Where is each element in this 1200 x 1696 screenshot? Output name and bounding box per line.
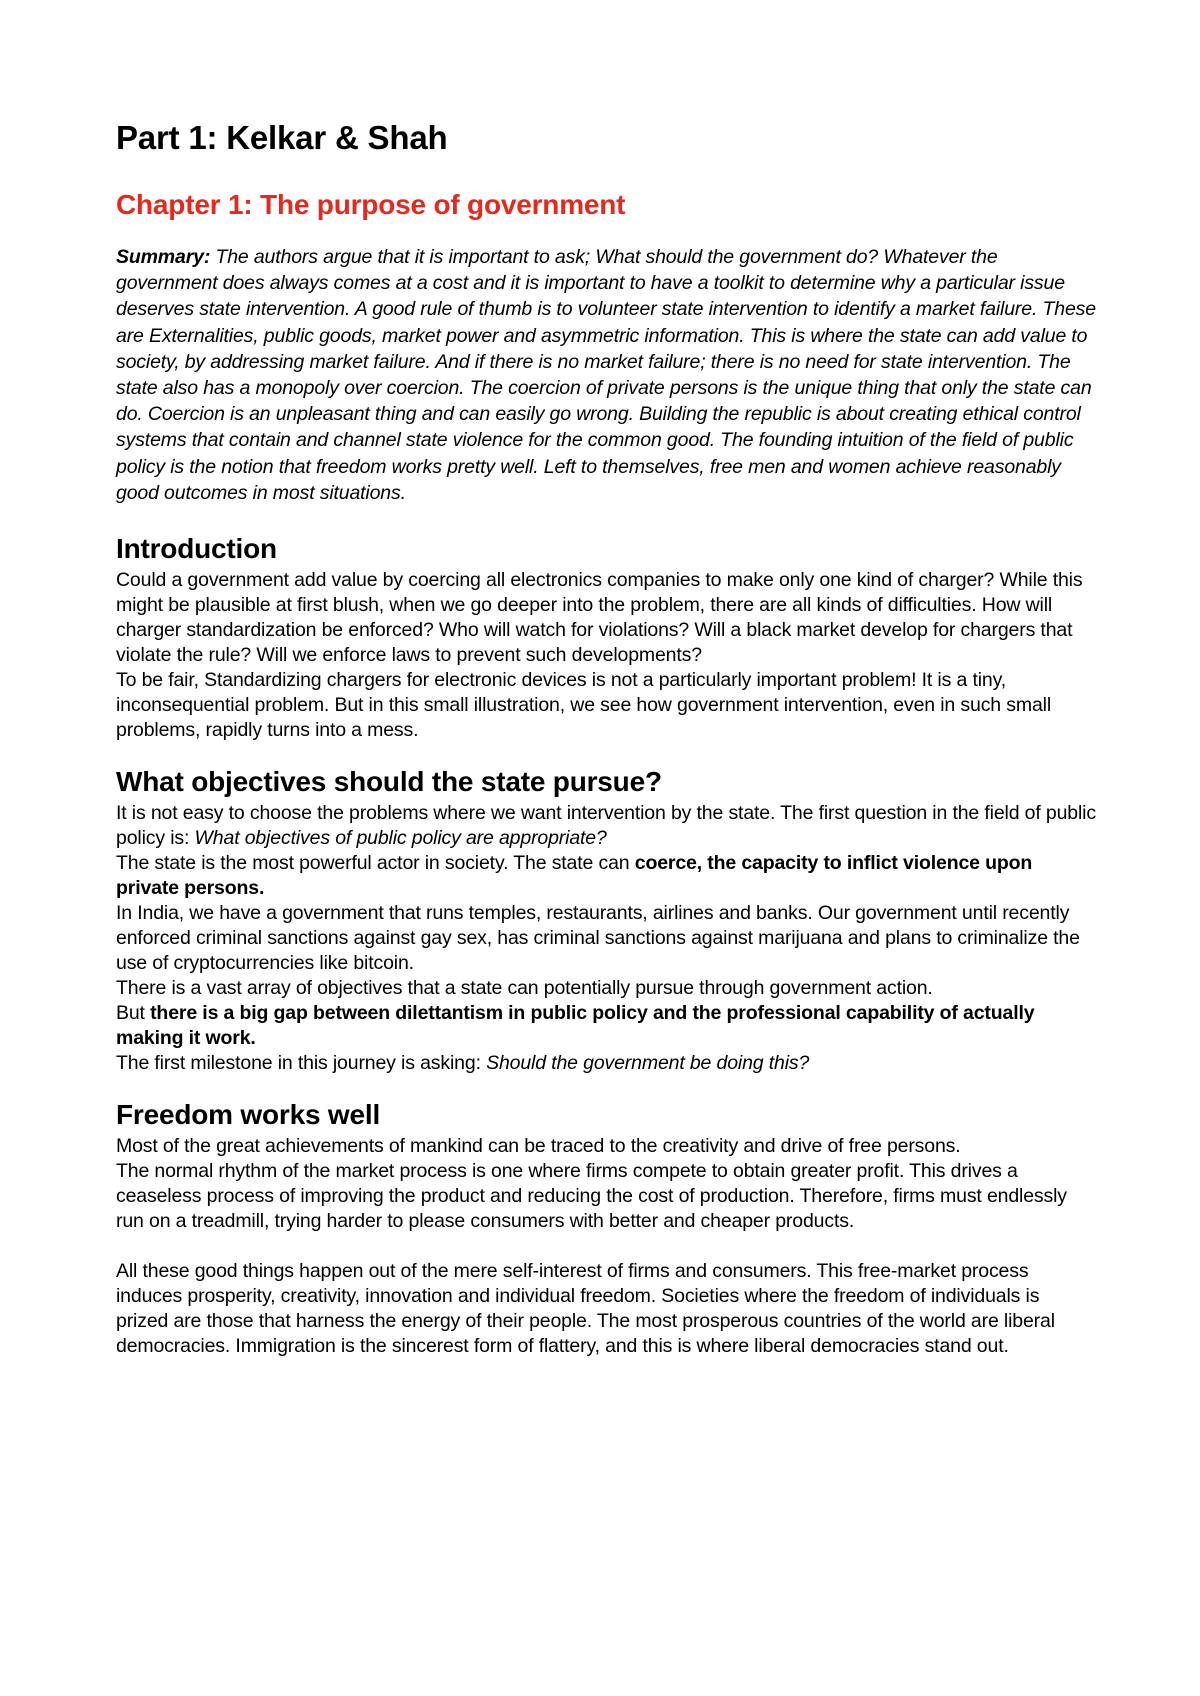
part-title: Part 1: Kelkar & Shah — [116, 119, 448, 156]
introduction-heading: Introduction — [116, 533, 277, 565]
introduction-paragraph-1: Could a government add value by coercing all electronics companies to make only one kind of charger? While this might be plausible at first blush, when we go deeper into the problem, there are all kinds of difficulties. How will charger standardization be enforced? Who will watch for violations? Will a black market develop for chargers that violate the rule? Will we enforce laws to prevent such developments? — [116, 569, 1083, 667]
introduction-paragraph-2: To be fair, Standardizing chargers for electronic devices is not a particularly important problem! It is a tiny, inconsequential problem. But in this small illustration, we see how government intervention, even in such small problems, rapidly turns into a mess. — [116, 669, 1052, 742]
objectives-paragraph-4: There is a vast array of objectives that a state can potentially pursue through government action. — [116, 977, 933, 1000]
freedom-section — [116, 1098, 1096, 1359]
objectives-paragraph-5 — [116, 1001, 1096, 1051]
objectives-paragraph-6 — [116, 1051, 1096, 1076]
freedom-paragraph-3: All these good things happen out of the mere self-interest of firms and consumers. This free-market process induces prosperity, creativity, innovation and individual freedom. Societies where the freedom of individuals is prized are those that harness the energy of their people. The most prosperous countries of the world are liberal democracies. Immigration is the sincerest form of flattery, and this is where liberal democracies stand out. — [116, 1260, 1055, 1358]
freedom-paragraph-1: Most of the great achievements of mankind can be traced to the creativity and drive of free persons. — [116, 1135, 961, 1158]
objectives-p6-italic: Should the government be doing this? — [486, 1052, 810, 1075]
objectives-p5-bold: there is a big gap between dilettantism in public policy and the professional capability of actually making it work. — [116, 1002, 1035, 1050]
objectives-p5-text: But — [116, 1002, 151, 1025]
objectives-section — [116, 765, 1096, 1076]
summary-text: The authors argue that it is important to ask; What should the government do? Whatever the government does always comes at a cost and it is important to have a toolkit to determine why a particular issue deserves state intervention. A good rule of thumb is to volunteer state intervention to identify a market failure. These are Externalities, public goods, market power and asymmetric information. This is where the state can add value to society, by addressing market failure. And if there is no market failure; there is no need for state intervention. The state also has a monopoly over coercion. The coercion of private persons is the unique thing that only the state can do. Coercion is an unpleasant thing and can easily go wrong. Building the republic is about creating ethical control systems that contain and channel state violence for the common good. The founding intuition of the field of public policy is the notion that freedom works pretty well. Left to themselves, free men and women achieve reasonably good outcomes in most situations. — [116, 246, 1096, 504]
document-page — [116, 118, 1096, 1381]
introduction-section — [116, 532, 1096, 743]
objectives-p2-bold: coerce, the capacity to inflict violence upon private persons. — [116, 852, 1033, 900]
objectives-p6-text: The first milestone in this journey is asking: — [116, 1052, 487, 1075]
objectives-paragraph-3: In India, we have a government that runs temples, restaurants, airlines and banks. Our government until recently enforced criminal sanctions against gay sex, has criminal sanctions against marijuana and plans to criminalize the use of cryptocurrencies like bitcoin. — [116, 902, 1080, 975]
paragraph-spacer — [116, 1234, 1096, 1259]
chapter-title: Chapter 1: The purpose of government — [116, 189, 626, 220]
objectives-heading: What objectives should the state pursue? — [116, 766, 662, 798]
summary-label: Summary: — [116, 246, 211, 268]
freedom-heading: Freedom works well — [116, 1099, 381, 1131]
summary-paragraph — [116, 244, 1096, 506]
objectives-p2-text: The state is the most powerful actor in society. The state can — [116, 852, 635, 875]
freedom-paragraph-2: The normal rhythm of the market process is one where firms compete to obtain greater profit. This drives a ceaseless process of improving the product and reducing the cost of production. Therefore, firms must endlessly run on a treadmill, trying harder to please consumers with better and cheaper products. — [116, 1160, 1067, 1233]
objectives-paragraph-2 — [116, 851, 1096, 901]
objectives-p1-text: It is not easy to choose the problems where we want intervention by the state. The first question in the field of public policy is: — [116, 802, 1096, 850]
objectives-p1-italic: What objectives of public policy are appropriate? — [194, 827, 607, 850]
objectives-paragraph-1 — [116, 801, 1096, 851]
